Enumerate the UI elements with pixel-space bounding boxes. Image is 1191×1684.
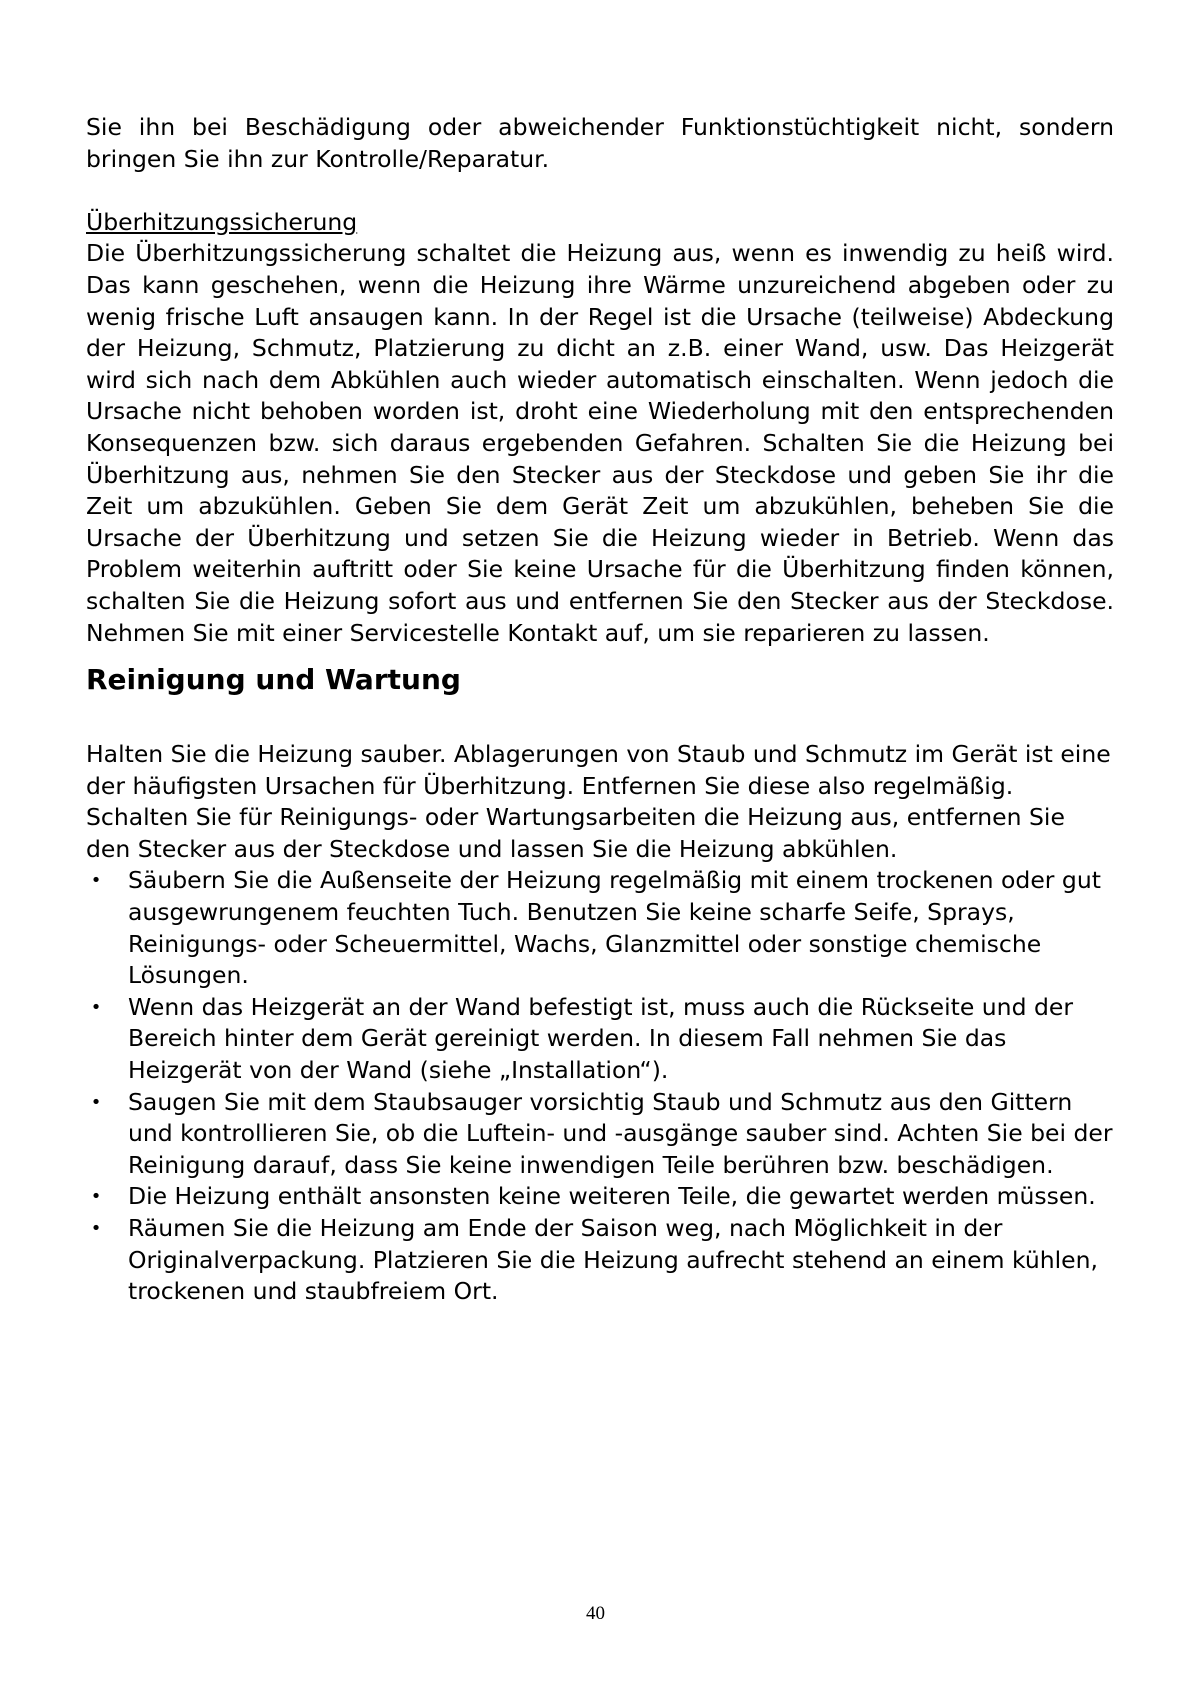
overheat-heading: Überhitzungssicherung <box>86 207 358 236</box>
list-item <box>86 1181 1114 1213</box>
list-item <box>86 992 1114 1087</box>
list-item-text: Räumen Sie die Heizung am Ende der Saison weg, nach Möglichkeit in der Originalverpackung. Platzieren Sie die Heizung aufrecht stehend an einem kühlen, trockenen und staubfreiem Ort. <box>128 1214 1098 1306</box>
list-item <box>86 865 1114 991</box>
section-title: Reinigung und Wartung <box>86 663 461 697</box>
intro-paragraph: Sie ihn bei Beschädigung oder abweichender Funktionstüchtigkeit nicht, sondern bringen Sie ihn zur Kontrolle/Reparatur. <box>86 113 1114 173</box>
page-number: 40 <box>586 1603 605 1624</box>
list-item-text: Die Heizung enthält ansonsten keine weiteren Teile, die gewartet werden müssen. <box>128 1182 1096 1211</box>
cleaning-intro-paragraph: Halten Sie die Heizung sauber. Ablagerungen von Staub und Schmutz im Gerät ist eine der häufigsten Ursachen für Überhitzung. Entfernen Sie diese also regelmäßig. Schalten Sie für Reinigungs- oder Wartungsarbeiten die Heizung aus, entfernen Sie den Stecker aus der Steckdose und lassen Sie die Heizung abkühlen. <box>86 740 1111 863</box>
bullet-icon: • <box>90 870 102 892</box>
overheat-paragraph: Die Überhitzungssicherung schaltet die Heizung aus, wenn es inwendig zu heiß wird. Das kann geschehen, wenn die Heizung ihre Wärme unzureichend abgeben oder zu wenig frische Luft ansaugen kann. In der Regel ist die Ursache (teilweise) Abdeckung der Heizung, Schmutz, Platzierung zu dicht an z.B. einer Wand, usw. Das Heizgerät wird sich nach dem Abkühlen auch wieder automatisch einschalten. Wenn jedoch die Ursache nicht behoben worden ist, droht eine Wiederholung mit den entsprechenden Konsequenzen bzw. sich daraus ergebenden Gefahren. Schalten Sie die Heizung bei Überhitzung aus, nehmen Sie den Stecker aus der Steckdose und geben Sie ihr die Zeit um abzukühlen. Geben Sie dem Gerät Zeit um abzukühlen, beheben Sie die Ursache der Überhitzung und setzen Sie die Heizung wieder in Betrieb. Wenn das Problem weiterhin auftritt oder Sie keine Ursache für die Überhitzung finden können, schalten Sie die Heizung sofort aus und entfernen Sie den Stecker aus der Steckdose. Nehmen Sie mit einer Servicestelle Kontakt auf, um sie reparieren zu lassen. <box>86 239 1114 647</box>
list-item-text: Wenn das Heizgerät an der Wand befestigt ist, muss auch die Rückseite und der Bereich hinter dem Gerät gereinigt werden. In diesem Fall nehmen Sie das Heizgerät von der Wand (siehe „Installation“). <box>128 992 1074 1085</box>
bullet-icon: • <box>90 1218 102 1239</box>
spacer <box>86 175 1114 207</box>
cleaning-list <box>86 865 1114 1307</box>
list-item-text: Säubern Sie die Außenseite der Heizung regelmäßig mit einem trockenen oder gut ausgewrungenem feuchten Tuch. Benutzen Sie keine scharfe Seife, Sprays, Reinigungs- oder Scheuermittel, Wachs, Glanzmittel oder sonstige chemische Lösungen. <box>128 866 1101 990</box>
bullet-icon: • <box>90 1186 102 1208</box>
list-item <box>86 1213 1114 1308</box>
bullet-icon: • <box>90 1091 102 1113</box>
list-item-text: Saugen Sie mit dem Staubsauger vorsichtig Staub und Schmutz aus den Gittern und kontrollieren Sie, ob die Luftein- und -ausgänge sauber sind. Achten Sie bei der Reinigung darauf, dass Sie keine inwendigen Teile berühren bzw. beschädigen. <box>128 1087 1113 1179</box>
bullet-icon: • <box>90 996 102 1018</box>
page-content <box>86 112 1114 1308</box>
list-item <box>86 1087 1114 1182</box>
